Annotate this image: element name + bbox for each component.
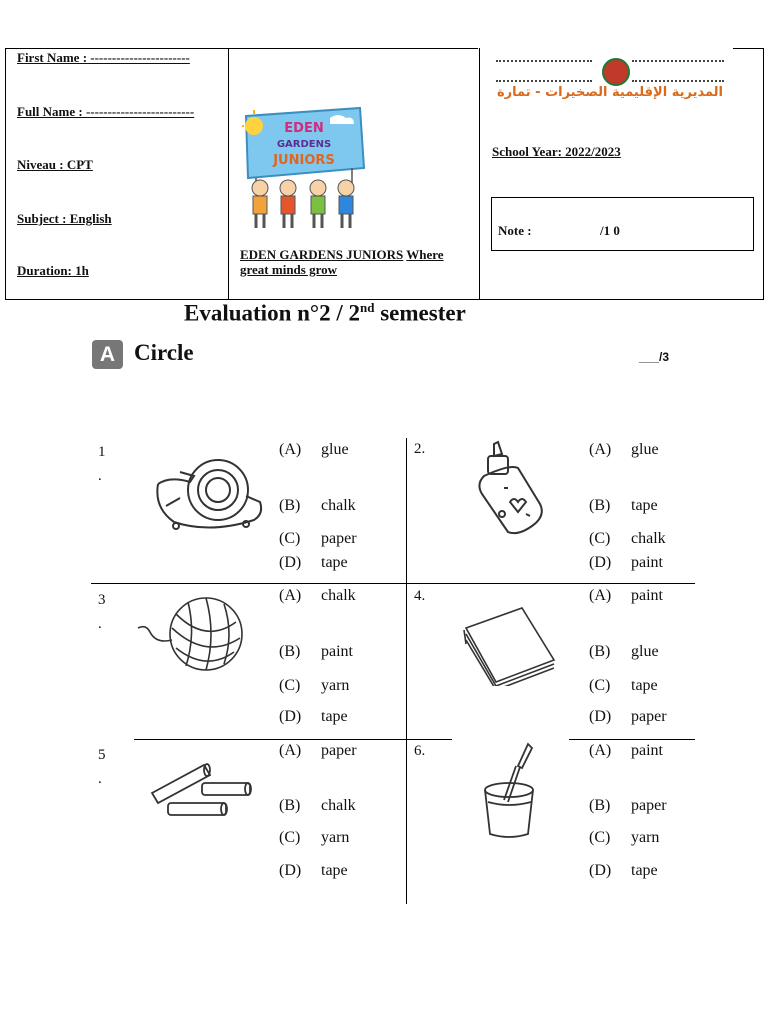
title-after: semester	[380, 300, 466, 326]
option[interactable]	[589, 742, 663, 760]
option-text: yarn	[321, 829, 350, 846]
school-caption	[240, 247, 468, 277]
option[interactable]	[589, 497, 658, 515]
section-score: ___/3	[639, 350, 670, 364]
option[interactable]	[589, 643, 659, 661]
option[interactable]	[279, 441, 349, 459]
note-label: Note :	[498, 223, 532, 238]
option-letter: (B)	[589, 797, 611, 814]
option-letter: (A)	[589, 742, 612, 759]
yarn-ball-icon	[136, 594, 246, 678]
chalk-sticks-icon	[146, 757, 256, 823]
option-letter: (B)	[279, 643, 301, 660]
question-number-4: 4.	[414, 588, 426, 604]
option-text: chalk	[321, 497, 356, 514]
option[interactable]	[589, 587, 663, 605]
option-text: tape	[321, 708, 348, 725]
option-text: paper	[631, 797, 667, 814]
option-letter: (D)	[589, 862, 612, 879]
option-text: yarn	[321, 677, 350, 694]
option-letter: (C)	[279, 677, 301, 694]
school-name: EDEN GARDENS JUNIORS	[240, 247, 404, 262]
option-letter: (C)	[279, 530, 301, 547]
option-letter: (C)	[279, 829, 301, 846]
tape-dispenser-icon	[150, 446, 268, 538]
option-letter: (D)	[279, 862, 302, 879]
option-letter: (A)	[279, 742, 302, 759]
option[interactable]	[589, 554, 663, 572]
emblem-icon	[602, 58, 630, 86]
option[interactable]	[279, 497, 356, 515]
option[interactable]	[279, 554, 348, 572]
glue-bottle-icon	[474, 440, 554, 536]
option[interactable]	[279, 587, 356, 605]
option-letter: (A)	[279, 441, 302, 458]
option[interactable]	[589, 530, 666, 548]
ministry-logo	[496, 58, 728, 104]
option-text: chalk	[321, 797, 356, 814]
section-letter-badge: A	[92, 340, 123, 369]
option-text: glue	[631, 643, 659, 660]
option-letter: (A)	[589, 441, 612, 458]
option-letter: (D)	[589, 554, 612, 571]
title-main: Evaluation n°2 / 2	[184, 300, 360, 326]
option[interactable]	[589, 677, 658, 695]
option-text: glue	[321, 441, 349, 458]
first-name-field[interactable]: First Name : -----------------------	[17, 50, 190, 65]
option-text: paint	[631, 554, 663, 571]
option-letter: (D)	[589, 708, 612, 725]
evaluation-title	[184, 300, 466, 327]
option-text: tape	[631, 677, 658, 694]
option-text: tape	[321, 862, 348, 879]
option-letter: (C)	[589, 677, 611, 694]
title-sup: nd	[360, 300, 375, 315]
option[interactable]	[589, 797, 667, 815]
option[interactable]	[279, 530, 357, 548]
option-text: yarn	[631, 829, 660, 846]
question-number-2: 2.	[414, 441, 426, 457]
logo-word-1: EDEN	[284, 121, 324, 136]
option[interactable]	[589, 862, 658, 880]
school-motto: Where great minds grow	[240, 247, 444, 277]
section-title: Circle	[134, 340, 194, 365]
option-text: paint	[631, 587, 663, 604]
option[interactable]	[589, 708, 667, 726]
option-letter: (B)	[279, 497, 301, 514]
option-letter: (A)	[279, 587, 302, 604]
logo-word-3: JUNIORS	[273, 153, 335, 168]
niveau-label: Niveau : CPT	[17, 157, 93, 172]
option[interactable]	[279, 742, 357, 760]
option-text: tape	[321, 554, 348, 571]
option[interactable]	[279, 708, 348, 726]
option-text: paint	[321, 643, 353, 660]
option-text: paper	[321, 742, 357, 759]
option[interactable]	[279, 643, 353, 661]
option-letter: (C)	[589, 829, 611, 846]
option-text: paint	[631, 742, 663, 759]
logo-word-2: GARDENS	[276, 139, 332, 150]
paper-stack-icon	[462, 604, 558, 686]
option-letter: (C)	[589, 530, 611, 547]
ministry-arabic-text: المديرية الإقليمية الصخيرات - تمارة	[496, 85, 724, 100]
option-text: chalk	[321, 587, 356, 604]
question-number-6: 6.	[414, 743, 426, 759]
duration-label: Duration: 1h	[17, 263, 89, 278]
option-letter: (D)	[279, 554, 302, 571]
option-text: paper	[631, 708, 667, 725]
paint-pot-icon	[478, 740, 540, 840]
option-text: glue	[631, 441, 659, 458]
question-number-1: 1 .	[98, 444, 106, 484]
subject-label: Subject : English	[17, 211, 112, 226]
option[interactable]	[589, 441, 659, 459]
option-text: tape	[631, 862, 658, 879]
option-text: chalk	[631, 530, 666, 547]
option-text: paper	[321, 530, 357, 547]
question-number-3: 3 .	[98, 592, 106, 632]
full-name-field[interactable]: Full Name : -------------------------	[17, 104, 195, 119]
option-letter: (B)	[589, 497, 611, 514]
option[interactable]	[279, 862, 348, 880]
option-letter: (D)	[279, 708, 302, 725]
note-box[interactable]	[491, 197, 754, 251]
option-letter: (A)	[589, 587, 612, 604]
question-number-5: 5 .	[98, 747, 106, 787]
school-year: School Year: 2022/2023	[492, 144, 621, 159]
option[interactable]	[279, 677, 349, 695]
option[interactable]	[589, 829, 659, 847]
option[interactable]	[279, 829, 349, 847]
option[interactable]	[279, 797, 356, 815]
note-value: /1 0	[600, 223, 620, 238]
option-letter: (B)	[589, 643, 611, 660]
option-letter: (B)	[279, 797, 301, 814]
option-text: tape	[631, 497, 658, 514]
school-logo	[240, 106, 366, 234]
